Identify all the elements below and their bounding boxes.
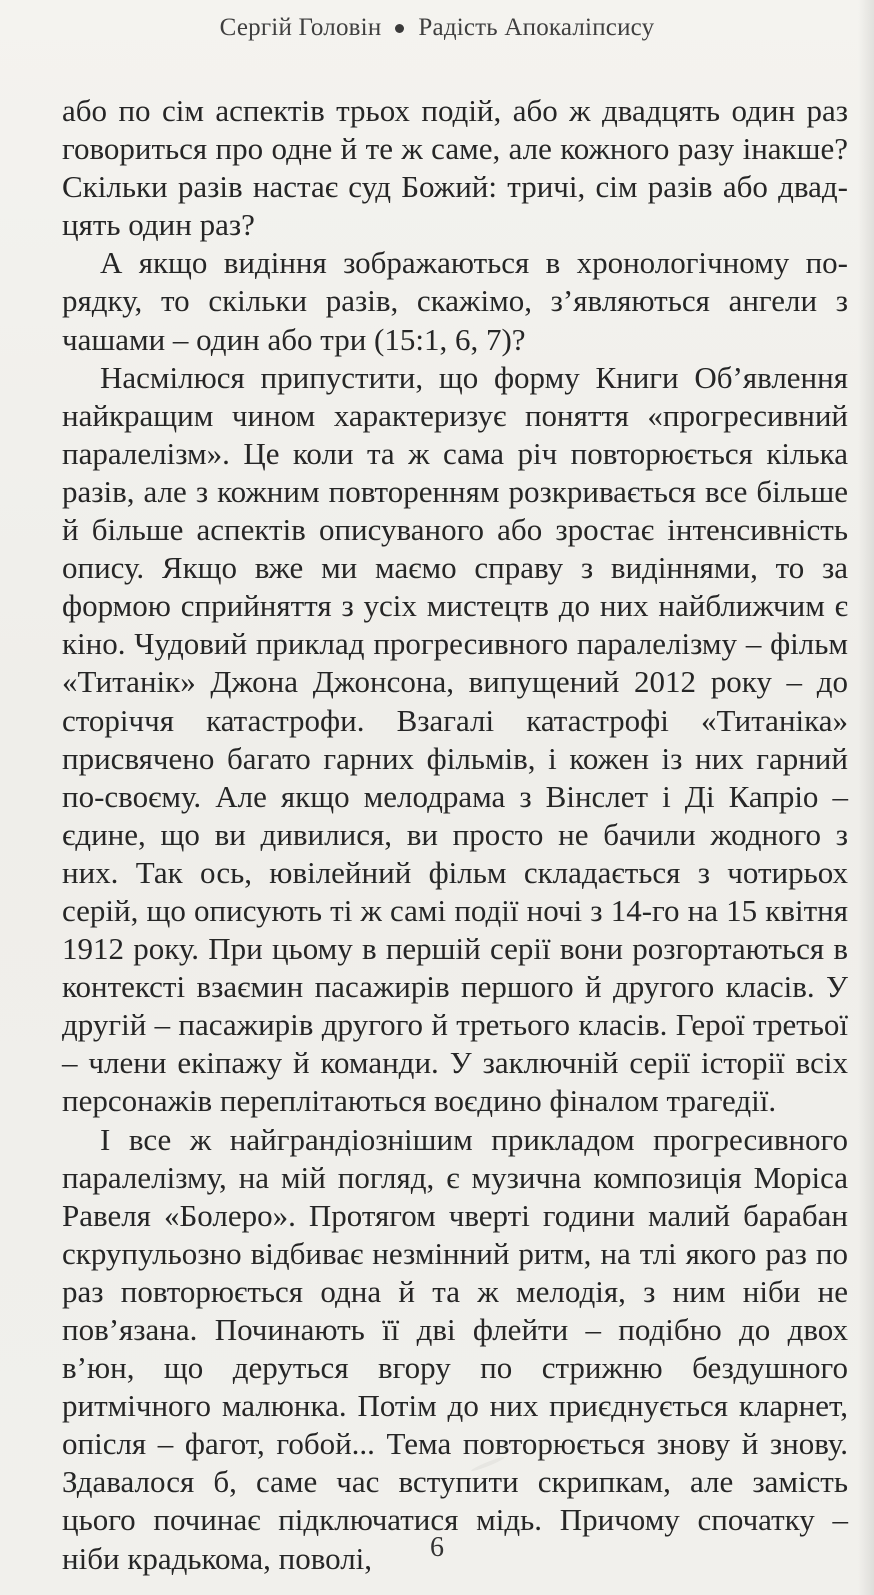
header-book-title: Радість Апокаліпсису bbox=[418, 14, 655, 41]
paragraph: А якщо видіння зображаються в хронологічному порядку, то скільки разів, скажімо, з’являються ангели з чашами – один або три (15:1, 6, 7)? bbox=[62, 245, 848, 357]
body-text bbox=[62, 92, 848, 1578]
running-header bbox=[0, 14, 874, 42]
page-edge-shadow bbox=[858, 0, 874, 1595]
paragraph-continued: або по сім аспектів трьох подій, або ж двадцять один раз говориться про одне й те ж саме, але кожного разу інакше? Скільки разів настає суд Божий: тричі, сім разів або двадцять один раз? bbox=[62, 93, 848, 243]
paragraph: І все ж найграндіознішим прикладом прогресивного паралелізму, на мій погляд, є музична композиція Моріса Равеля «Болеро». Протягом чверті години малий барабан скрупульозно відбиває незмінний ритм, на тлі якого раз по раз повторюється одна й та ж мелодія, з ним ніби не пов’язана. Починають її дві флейти – подібно до двох в’юн, що деруться вгору по стрижню бездушного ритмічного малюнка. Потім до них приєднується кларнет, опісля – фагот, гобой... Тема повторюється знову й знову. Здавалося б, саме час вступити скрипкам, але замість цього починає підключатися мідь. Причому спочатку – ніби крадькома, поволі, bbox=[62, 1121, 848, 1576]
paragraph: Насмілюся припустити, що форму Книги Об’явлення найкращим чином характеризує поняття «прогресивний паралелізм». Це коли та ж сама річ повторюється кілька разів, але з кожним повторенням розкривається все більше й більше аспектів описуваного або зростає інтенсивність опису. Якщо вже ми маємо справу з видіннями, то за формою сприйняття з усіх мистецтв до них найближчим є кіно. Чудовий приклад прогресивного паралелізму – фільм «Титанік» Джона Джонсона, випущений 2012 року – до сторіччя катастрофи. Взагалі катастрофі «Титаніка» присвячено багато гарних фільмів, і кожен із них гарний по-своєму. Але якщо мелодрама з Вінслет і Ді Капріо – єдине, що ви дивилися, ви просто не бачили жодного з них. Так ось, ювілейний фільм складається з чотирьох серій, що описують ті ж самі події ночі з 14-го на 15 квітня 1912 року. При цьому в першій серії вони розгортаються в контексті взаємин пасажирів першого й другого класів. У другій – пасажирів другого й третього класів. Герої третьої – члени екіпажу й команди. У заключній серії історії всіх персонажів переплітаються воєдино фіналом трагедії. bbox=[62, 359, 848, 1119]
header-author: Сергій Головін bbox=[219, 14, 382, 41]
page-number: 6 bbox=[430, 1532, 444, 1563]
bullet-separator-icon bbox=[395, 24, 404, 33]
